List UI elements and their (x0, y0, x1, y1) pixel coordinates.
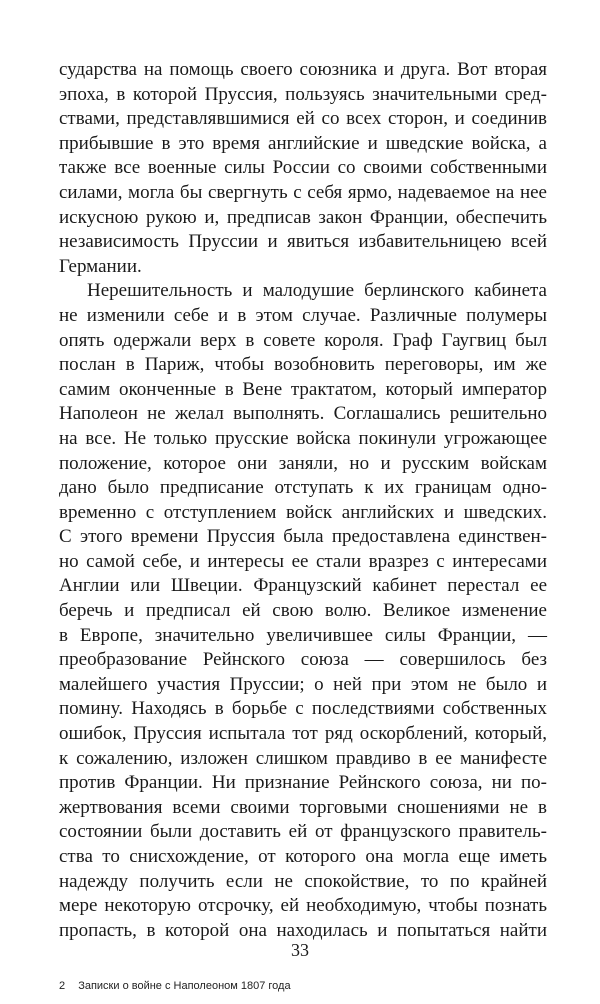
text-line: дано было предписание отступать к их границам одно- (59, 477, 547, 499)
text-line: пропасть, в которой она находилась и попытаться найти (59, 919, 547, 941)
text-line: Англии или Швеции. Французский кабинет перестал ее (59, 575, 547, 597)
text-line: силами, могла бы свергнуть с себя ярмо, надеваемое на нее (59, 181, 547, 203)
text-line: эпоха, в которой Пруссия, пользуясь значительными сред- (59, 83, 547, 105)
text-line: Германии. (59, 255, 142, 277)
text-line: послан в Париж, чтобы возобновить переговоры, им же (59, 354, 547, 376)
text-line: но самой себе, и интересы ее стали вразрез с интересами (59, 550, 547, 572)
body-text (59, 58, 547, 943)
text-line: помину. Находясь в борьбе с последствиями собственных (59, 698, 547, 720)
text-line: Наполеон не желал выполнять. Соглашались решительно (59, 403, 547, 425)
text-line: не изменили себе и в этом случае. Различные полумеры (59, 304, 547, 326)
text-line: мере некоторую отсрочку, ей необходимую, чтобы познать (59, 895, 547, 917)
text-line: ошибок, Пруссия испытала тот ряд оскорблений, который, (59, 723, 547, 745)
text-line: малейшего участия Пруссии; о ней при этом не было и (59, 673, 547, 695)
text-line: жертвования всеми своими торговыми сношениями не в (59, 796, 547, 818)
text-line: С этого времени Пруссия была предоставлена единствен- (59, 526, 547, 548)
text-line: самим оконченные в Вене трактатом, который император (59, 378, 547, 400)
text-line: надежду получить если не спокойствие, то по крайней (59, 870, 547, 892)
text-line: ства то снисхождение, от которого она могла еще иметь (59, 846, 547, 867)
text-line: к сожалению, изложен слишком правдиво в ее манифесте (59, 747, 547, 769)
text-line: состоянии были доставить ей от французского правитель- (59, 821, 547, 843)
text-line: прибывшие в это время английские и шведские войска, а (59, 132, 547, 154)
footer-title: Записки о войне с Наполеоном 1807 года (78, 980, 291, 992)
page-number: 33 (291, 940, 309, 960)
text-line: преобразование Рейнского союза — совершилось без (59, 649, 547, 671)
text-line: беречь и предписал ей свою волю. Великое изменение (59, 600, 547, 622)
text-line: искусною рукою и, предписав закон Франции, обеспечить (59, 206, 547, 228)
text-line: положение, которое они заняли, но и русским войскам (59, 452, 547, 474)
text-line: временно с отступлением войск английских и шведских. (59, 501, 547, 523)
text-line: Нерешительность и малодушие берлинского кабинета (87, 280, 547, 302)
text-line: против Франции. Ни признание Рейнского союза, ни по- (59, 772, 547, 794)
text-line: также все военные силы России со своими собственными (59, 157, 547, 179)
text-line: опять одержали верх в совете короля. Граф Гаугвиц был (59, 329, 547, 351)
text-line: сударства на помощь своего союзника и друга. Вот вторая (59, 59, 547, 80)
text-line: на все. Не только прусские войска покинули угрожающее (59, 427, 547, 449)
text-line: в Европе, значительно увеличившее силы Франции, — (59, 624, 547, 646)
paragraph-2 (59, 279, 547, 943)
text-line: ствами, представлявшимися ей со всех сторон, и соединив (59, 108, 547, 130)
signature-number: 2 (59, 980, 66, 992)
signature-footer (59, 980, 291, 992)
paragraph-1 (59, 58, 547, 279)
text-line: независимость Пруссии и явиться избавительницею всей (59, 231, 547, 253)
